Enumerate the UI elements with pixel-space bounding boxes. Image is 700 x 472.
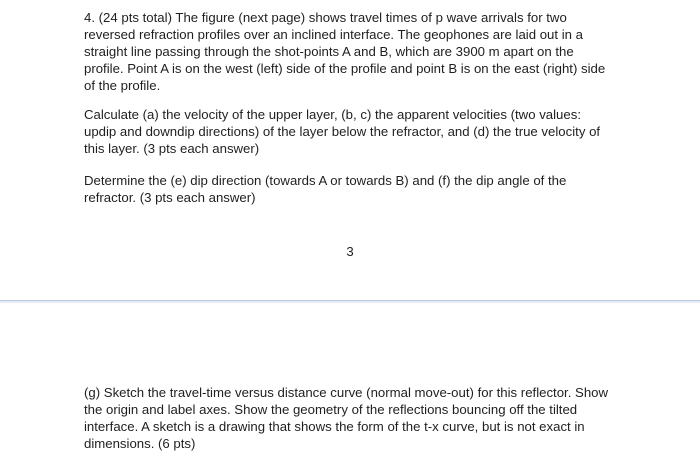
question-4-intro	[84, 9, 644, 94]
page-gap	[0, 301, 700, 303]
text-line: the origin and label axes. Show the geometry of the reflections bouncing off the tilted	[84, 402, 578, 417]
text-line: straight line passing through the shot-points A and B, which are 3900 m apart on the	[84, 44, 574, 59]
text-line: this layer. (3 pts each answer)	[84, 141, 260, 156]
text-line: (g) Sketch the travel-time versus distance curve (normal move-out) for this reflector. Show	[84, 385, 609, 400]
text-line: refractor. (3 pts each answer)	[84, 190, 256, 205]
text-line: Calculate (a) the velocity of the upper layer, (b, c) the apparent velocities (two values:	[84, 107, 581, 122]
calculate-instructions	[84, 106, 644, 157]
text-line: 4. (24 pts total) The figure (next page) shows travel times of p wave arrivals for two	[84, 10, 567, 25]
text-line: profile. Point A is on the west (left) side of the profile and point B is on the east (right) side	[84, 61, 606, 76]
text-line: dimensions. (6 pts)	[84, 436, 196, 451]
text-line: updip and downdip directions) of the layer below the refractor, and (d) the true velocity of	[84, 124, 601, 139]
sketch-instructions	[84, 384, 644, 452]
page-number: 3	[346, 244, 354, 259]
text-line: reversed refraction profiles over an inclined interface. The geophones are laid out in a	[84, 27, 583, 42]
text-line: of the profile.	[84, 78, 161, 93]
text-line: Determine the (e) dip direction (towards A or towards B) and (f) the dip angle of the	[84, 173, 567, 188]
determine-instructions	[84, 172, 644, 206]
text-line: interface. A sketch is a drawing that shows the form of the t-x curve, but is not exact in	[84, 419, 585, 434]
